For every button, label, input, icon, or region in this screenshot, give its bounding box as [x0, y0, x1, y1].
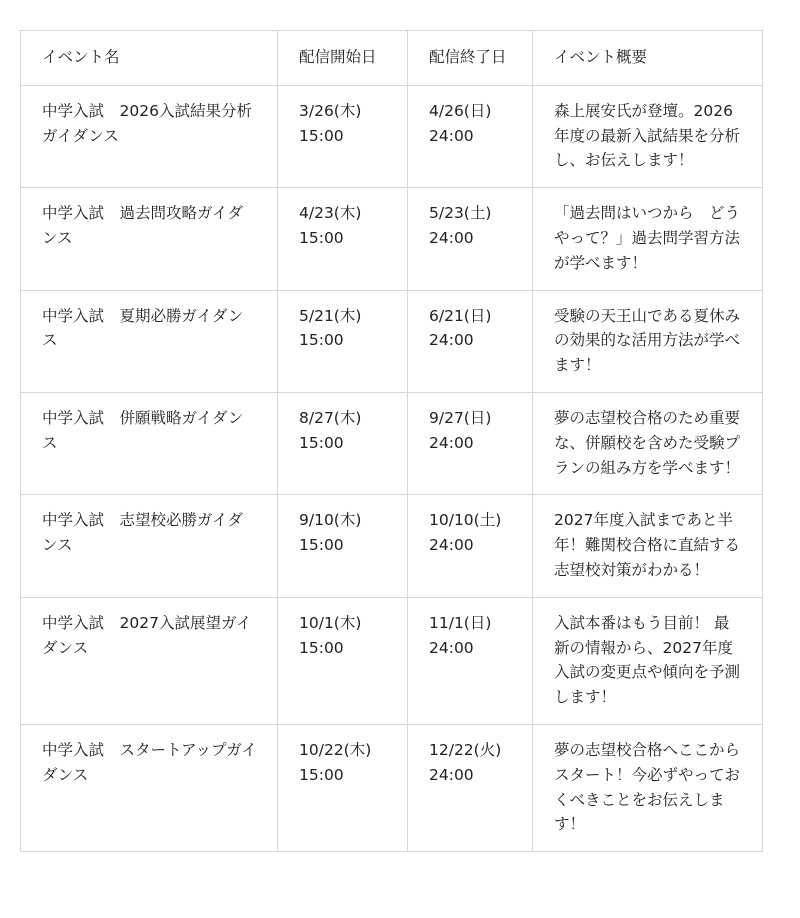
summary-cell: [533, 597, 763, 724]
start-datetime: 4/23(木) 15:00: [299, 204, 362, 247]
table-row: [21, 724, 763, 851]
event-summary: 森上展安氏が登壇。2026年度の最新入試結果を分析し、お伝えします！: [554, 101, 741, 170]
end-datetime: 10/10(土) 24:00: [429, 511, 502, 555]
event-name-cell: [21, 188, 278, 290]
end-datetime: 9/27(日) 24:00: [429, 408, 492, 452]
start-date-cell: [278, 85, 408, 187]
event-name-cell: [21, 392, 278, 494]
end-date-cell: [408, 495, 533, 597]
event-name-cell: [21, 597, 278, 724]
end-datetime: 4/26(日) 24:00: [429, 101, 492, 145]
column-header-start-date: 配信開始日: [278, 31, 408, 86]
summary-cell: [533, 290, 763, 392]
event-summary: 受験の天王山である夏休みの効果的な活用方法が学べます！: [554, 306, 741, 375]
start-datetime: 3/26(木) 15:00: [299, 101, 362, 145]
start-datetime: 8/27(木) 15:00: [299, 408, 362, 452]
end-datetime: 12/22(火) 24:00: [429, 740, 502, 784]
end-date-cell: [408, 188, 533, 290]
summary-cell: [533, 85, 763, 187]
event-summary: 夢の志望校合格のため重要な、併願校を含めた受験プランの組み方を学べます！: [554, 408, 741, 477]
end-date-cell: [408, 290, 533, 392]
summary-cell: [533, 724, 763, 851]
event-name-cell: [21, 290, 278, 392]
end-datetime: 11/1(日) 24:00: [429, 613, 492, 657]
event-name: 中学入試 スタートアップガイダンス: [42, 740, 257, 784]
table-header: [21, 31, 763, 86]
end-datetime: 5/23(土) 24:00: [429, 204, 492, 247]
end-date-cell: [408, 85, 533, 187]
event-name: 中学入試 2027入試展望ガイダンス: [42, 613, 252, 657]
event-summary: 2027年度入試まであと半年！難関校合格に直結する志望校対策がわかる！: [554, 511, 741, 579]
table-row: [21, 597, 763, 724]
summary-cell: [533, 495, 763, 597]
event-name-cell: [21, 85, 278, 187]
event-name: 中学入試 2026入試結果分析ガイダンス: [42, 101, 252, 145]
event-name: 中学入試 過去問攻略ガイダンス: [42, 204, 244, 247]
start-date-cell: [278, 290, 408, 392]
event-name: 中学入試 志望校必勝ガイダンス: [42, 511, 244, 555]
end-datetime: 6/21(日) 24:00: [429, 306, 492, 350]
start-datetime: 10/1(木) 15:00: [299, 613, 362, 657]
column-header-event-name: イベント名: [21, 31, 278, 86]
summary-cell: [533, 188, 763, 290]
table-row: [21, 290, 763, 392]
event-summary: 入試本番はもう目前！ 最新の情報から、2027年度入試の変更点や傾向を予測します！: [554, 613, 741, 707]
event-schedule-table: [20, 30, 763, 852]
start-datetime: 9/10(木) 15:00: [299, 511, 362, 555]
event-summary: 夢の志望校合格へここからスタート！今必ずやっておくべきことをお伝えします！: [554, 740, 741, 834]
event-name: 中学入試 夏期必勝ガイダンス: [42, 306, 244, 350]
start-date-cell: [278, 724, 408, 851]
table-row: [21, 188, 763, 290]
end-date-cell: [408, 597, 533, 724]
end-date-cell: [408, 392, 533, 494]
end-date-cell: [408, 724, 533, 851]
table-row: [21, 392, 763, 494]
table-row: [21, 495, 763, 597]
event-schedule-table-wrapper: [20, 30, 762, 852]
start-date-cell: [278, 188, 408, 290]
column-header-summary: イベント概要: [533, 31, 763, 86]
column-header-end-date: 配信終了日: [408, 31, 533, 86]
summary-cell: [533, 392, 763, 494]
table-body: [21, 85, 763, 851]
event-name: 中学入試 併願戦略ガイダンス: [42, 408, 244, 452]
start-datetime: 10/22(木) 15:00: [299, 740, 372, 784]
start-date-cell: [278, 597, 408, 724]
start-datetime: 5/21(木) 15:00: [299, 306, 362, 350]
event-name-cell: [21, 724, 278, 851]
start-date-cell: [278, 495, 408, 597]
start-date-cell: [278, 392, 408, 494]
event-summary: 「過去問はいつから どうやって？」過去問学習方法が学べます！: [554, 204, 741, 272]
event-name-cell: [21, 495, 278, 597]
header-row: [21, 31, 763, 86]
table-row: [21, 85, 763, 187]
